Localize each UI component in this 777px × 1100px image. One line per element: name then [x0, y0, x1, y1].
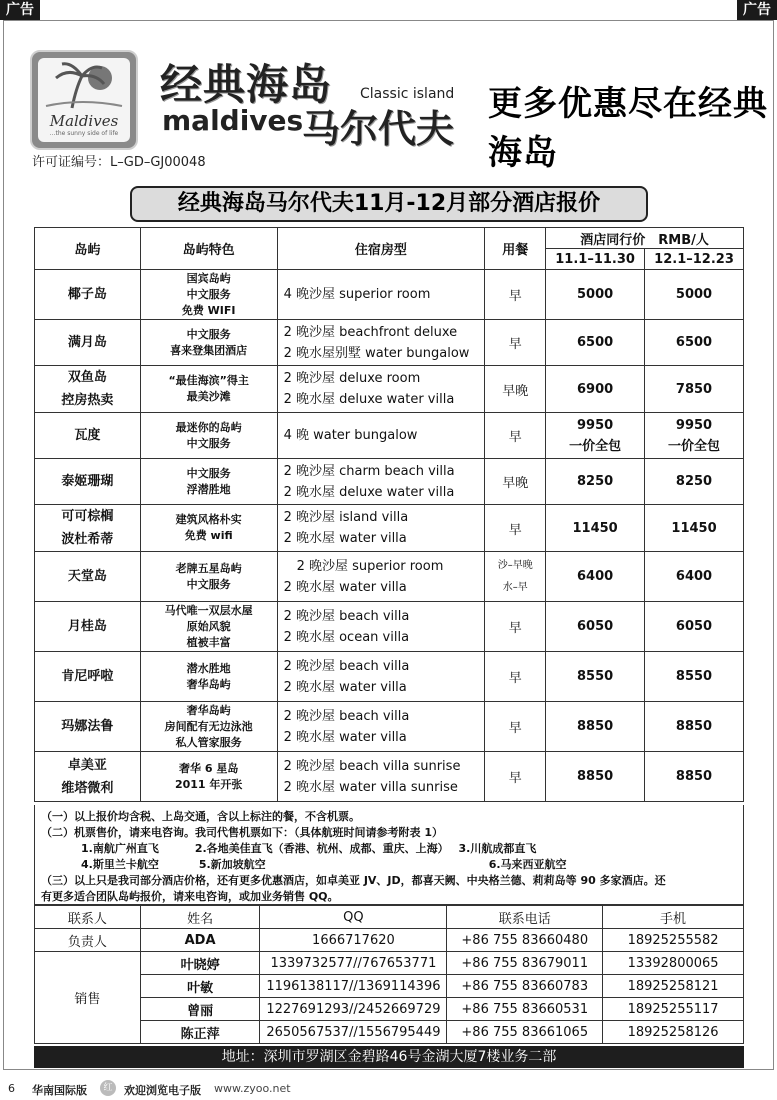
sales-name: 曾丽	[140, 998, 260, 1021]
feature-line: 国宾岛屿	[186, 271, 231, 285]
price-period-1-cell	[546, 459, 645, 505]
sales-name: 陈正萍	[140, 1021, 260, 1044]
room-line: 2 晚沙屋 beach villa	[283, 608, 410, 624]
feature-cell	[140, 413, 277, 459]
page-number: 6	[8, 1082, 15, 1095]
island-name: 泰姬珊瑚	[61, 474, 114, 489]
room-cell	[277, 552, 485, 602]
sales-name: 叶敏	[140, 975, 260, 998]
room-line: 2 晚沙屋 superior room	[283, 558, 444, 574]
price-period-2-cell	[645, 270, 744, 320]
island-name: 天堂岛	[67, 569, 107, 584]
note-3b: 有更多适合团队岛屿报价，请来电咨询，或加业务销售 QQ。	[41, 890, 339, 903]
meal-line: 早	[508, 289, 522, 304]
island-cell	[35, 752, 141, 802]
note-3a: （三）以上只是我司部分酒店价格，还有更多优惠酒店，如卓美亚 JV、JD，都喜天阙、中央格兰德、莉莉岛等 90 多家酒店。还	[41, 874, 666, 887]
meal-cell	[485, 413, 546, 459]
room-line: 2 晚水屋 deluxe water villa	[283, 484, 455, 500]
room-line: 4 晚 water bungalow	[283, 428, 418, 443]
meal-cell	[485, 459, 546, 505]
island-name: 月桂岛	[67, 619, 107, 634]
island-name: 双鱼岛	[67, 370, 107, 385]
feature-line: 喜来登集团酒店	[170, 343, 248, 357]
room-cell	[277, 459, 485, 505]
contact-header-qq: QQ	[260, 906, 447, 929]
price-row	[35, 459, 744, 505]
price-period-1-cell	[546, 602, 645, 652]
feature-line: 奢华岛屿	[186, 677, 231, 691]
room-line: 2 晚沙屋 beach villa sunrise	[283, 758, 461, 774]
room-cell	[277, 413, 485, 459]
feature-line: 建筑风格朴实	[175, 513, 242, 526]
island-cell	[35, 702, 141, 752]
meal-cell	[485, 602, 546, 652]
price-period-1-cell	[546, 505, 645, 552]
sales-mobile: 13392800065	[603, 952, 744, 975]
price-period-1-cell	[546, 270, 645, 320]
room-line: 2 晚水屋别墅 water bungalow	[283, 345, 470, 361]
price-line: 一价全包	[569, 438, 622, 454]
price-period-1-cell	[546, 413, 645, 459]
price-line: 6500	[577, 335, 614, 350]
room-cell	[277, 270, 485, 320]
brand-english: Classic island	[360, 86, 455, 102]
meal-cell	[485, 320, 546, 366]
meal-line: 早	[508, 430, 522, 445]
island-name: 肯尼呼啦	[61, 669, 114, 684]
manager-qq: 1666717620	[260, 929, 447, 952]
page-title: 经典海岛马尔代夫11月-12月部分酒店报价	[130, 186, 648, 222]
price-period-2-cell	[645, 320, 744, 366]
room-line: 2 晚水屋 water villa	[283, 679, 407, 695]
feature-line: 最迷你的岛屿	[175, 420, 242, 434]
island-name: 控房热卖	[61, 393, 114, 408]
contact-header-role: 联系人	[35, 906, 141, 929]
meal-cell	[485, 366, 546, 413]
meal-cell	[485, 270, 546, 320]
contact-row-sales	[35, 1021, 744, 1044]
room-line: 4 晚沙屋 superior room	[283, 287, 431, 302]
address-bar: 地址：深圳市罗湖区金碧路46号金湖大厦7楼业务二部	[34, 1046, 744, 1068]
feature-cell	[140, 702, 277, 752]
feature-cell	[140, 505, 277, 552]
room-line: 2 晚沙屋 island villa	[283, 510, 409, 525]
price-period-1-cell	[546, 366, 645, 413]
price-period-1-cell	[546, 752, 645, 802]
meal-line: 早	[508, 671, 522, 686]
feature-line: 植被丰富	[186, 635, 231, 649]
feature-line: 原始风貌	[186, 619, 231, 633]
room-cell	[277, 602, 485, 652]
feature-line: 免费 wifi	[184, 529, 233, 542]
island-cell	[35, 552, 141, 602]
header-room: 住宿房型	[277, 228, 485, 270]
note-1: （一）以上报价均含税、上岛交通，含以上标注的餐，不含机票。	[41, 810, 360, 823]
room-line: 2 晚水屋 ocean villa	[283, 629, 410, 645]
price-line: 6400	[675, 569, 713, 584]
island-cell	[35, 652, 141, 702]
sales-qq: 2650567537//1556795449	[260, 1021, 447, 1044]
island-name: 满月岛	[67, 335, 107, 350]
room-line: 2 晚沙屋 beach villa	[283, 708, 410, 724]
island-name: 瓦度	[74, 428, 101, 443]
feature-line: 2011 年开张	[174, 777, 243, 791]
meal-line: 水–早	[502, 581, 528, 593]
price-period-1-cell	[546, 702, 645, 752]
price-line: 5000	[577, 287, 614, 302]
feature-line: 中文服务	[186, 577, 231, 591]
island-cell	[35, 413, 141, 459]
sales-mobile: 18925258126	[603, 1021, 744, 1044]
meal-line: 早晚	[502, 476, 529, 491]
feature-line: 免费 WIFI	[181, 303, 236, 317]
airline-2: 2.各地美佳直飞（香港、杭州、成都、重庆、上海）	[194, 842, 449, 855]
footer	[8, 1080, 768, 1098]
feature-line: 中文服务	[186, 287, 231, 301]
meal-cell	[485, 552, 546, 602]
feature-cell	[140, 320, 277, 366]
airline-1: 1.南航广州直飞	[81, 842, 159, 855]
price-line: 6500	[675, 335, 713, 350]
room-cell	[277, 366, 485, 413]
feature-cell	[140, 552, 277, 602]
price-row	[35, 505, 744, 552]
airline-row-1	[41, 841, 737, 857]
airline-6: 6.马来西亚航空	[488, 858, 567, 871]
manager-mobile: 18925255582	[603, 929, 744, 952]
meal-cell	[485, 702, 546, 752]
airline-5: 5.新加坡航空	[198, 858, 266, 871]
sales-phone: +86 755 83660783	[447, 975, 603, 998]
contact-row-manager	[35, 929, 744, 952]
island-cell	[35, 459, 141, 505]
feature-line: 最美沙滩	[186, 390, 231, 403]
price-line: 9950	[675, 417, 713, 433]
island-cell	[35, 270, 141, 320]
price-period-2-cell	[645, 702, 744, 752]
header-island: 岛屿	[35, 228, 141, 270]
price-row	[35, 320, 744, 366]
feature-line: 马代唯一双层水屋	[164, 603, 253, 617]
price-line: 6050	[577, 619, 614, 634]
sales-qq: 1339732577//767653771	[260, 952, 447, 975]
meal-line: 早	[508, 337, 522, 352]
island-cell	[35, 505, 141, 552]
island-name: 椰子岛	[67, 287, 107, 302]
room-cell	[277, 752, 485, 802]
feature-line: 房间配有无边泳池	[164, 719, 253, 733]
feature-line: 私人管家服务	[175, 735, 242, 749]
price-line: 8850	[577, 719, 614, 734]
maldives-logo	[30, 50, 138, 150]
island-name: 卓美亚	[67, 757, 107, 773]
price-row	[35, 702, 744, 752]
price-row	[35, 366, 744, 413]
brand-chinese-top: 经典海岛	[160, 60, 333, 109]
price-line: 8550	[675, 669, 713, 684]
price-line: 8550	[577, 669, 614, 684]
price-line: 6900	[577, 381, 614, 397]
palm-sun-icon	[42, 58, 126, 110]
price-period-2-cell	[645, 552, 744, 602]
header-period-1: 11.1–11.30	[546, 249, 645, 270]
feature-line: 奢华 6 星岛	[179, 761, 239, 775]
ad-label-left: 广告	[0, 0, 40, 20]
feature-line: 中文服务	[186, 466, 231, 480]
room-line: 2 晚水屋 water villa sunrise	[283, 779, 458, 795]
website-link[interactable]: www.zyoo.net	[214, 1082, 291, 1095]
header-price-group: 酒店同行价 RMB/人	[546, 228, 744, 249]
price-line: 8850	[675, 719, 713, 734]
sales-name: 叶晓婷	[140, 952, 260, 975]
contact-header-phone: 联系电话	[447, 906, 603, 929]
feature-cell	[140, 602, 277, 652]
brand-maldives: maldives	[162, 104, 304, 137]
welcome-text: 欢迎浏览电子版	[124, 1084, 201, 1097]
sales-mobile: 18925258121	[603, 975, 744, 998]
header-period-2: 12.1–12.23	[645, 249, 744, 270]
island-cell	[35, 366, 141, 413]
room-line: 2 晚沙屋 deluxe room	[283, 371, 421, 386]
contact-table	[34, 905, 744, 1044]
meal-line: 沙–早晚	[497, 559, 533, 571]
room-cell	[277, 505, 485, 552]
room-line: 2 晚沙屋 charm beach villa	[283, 463, 455, 479]
manager-name: ADA	[140, 929, 260, 952]
price-line: 9950	[577, 417, 614, 433]
feature-line: 中文服务	[186, 327, 231, 341]
edition-badge-icon: 红	[100, 1080, 116, 1096]
edition-name: 华南国际版	[32, 1084, 87, 1097]
price-line: 5000	[675, 287, 713, 302]
sales-phone: +86 755 83661065	[447, 1021, 603, 1044]
feature-cell	[140, 270, 277, 320]
feature-cell	[140, 652, 277, 702]
contact-header-mobile: 手机	[603, 906, 744, 929]
meal-cell	[485, 652, 546, 702]
feature-cell	[140, 366, 277, 413]
sales-phone: +86 755 83679011	[447, 952, 603, 975]
price-period-2-cell	[645, 602, 744, 652]
feature-cell	[140, 752, 277, 802]
meal-cell	[485, 752, 546, 802]
price-period-2-cell	[645, 459, 744, 505]
feature-line: 老牌五星岛屿	[175, 561, 242, 575]
price-period-1-cell	[546, 320, 645, 366]
price-period-2-cell	[645, 652, 744, 702]
price-row	[35, 413, 744, 459]
room-line: 2 晚沙屋 beachfront deluxe	[283, 324, 458, 340]
room-line: 2 晚水屋 water villa	[283, 579, 407, 595]
meal-cell	[485, 505, 546, 552]
price-line: 6400	[577, 569, 614, 584]
contact-row-sales	[35, 998, 744, 1021]
note-2: （二）机票售价，请来电咨询。我司代售机票如下：（具体航班时间请参考附表 1）	[41, 826, 443, 839]
room-cell	[277, 702, 485, 752]
airline-4: 4.斯里兰卡航空	[81, 858, 159, 871]
notes	[34, 805, 744, 905]
island-name: 可可棕榈	[61, 509, 114, 524]
feature-line: 奢华岛屿	[186, 703, 231, 717]
room-line: 2 晚水屋 water villa	[283, 729, 407, 745]
price-line: 8850	[675, 769, 713, 784]
sales-qq: 1196138117//1369114396	[260, 975, 447, 998]
price-line: 8850	[577, 769, 614, 784]
contact-row-sales	[35, 975, 744, 998]
sales-phone: +86 755 83660531	[447, 998, 603, 1021]
price-line: 一价全包	[668, 438, 721, 454]
airline-3: 3.川航成都直飞	[458, 842, 537, 855]
price-line: 11450	[572, 520, 618, 536]
room-line: 2 晚水屋 water villa	[283, 531, 407, 546]
feature-line: 浮潜胜地	[186, 482, 231, 496]
contact-row-sales	[35, 952, 744, 975]
room-cell	[277, 652, 485, 702]
island-name: 玛娜法鲁	[61, 719, 114, 734]
license-number: 许可证编号：L–GD–GJ00048	[32, 155, 206, 170]
manager-phone: +86 755 83660480	[447, 929, 603, 952]
price-line: 8250	[577, 474, 614, 489]
meal-line: 早	[508, 621, 522, 636]
sales-qq: 1227691293//2452669729	[260, 998, 447, 1021]
sales-role: 销售	[35, 952, 141, 1044]
price-period-1-cell	[546, 652, 645, 702]
price-row	[35, 652, 744, 702]
brand-chinese-bottom: 马尔代夫	[302, 107, 455, 151]
sales-mobile: 18925255117	[603, 998, 744, 1021]
feature-cell	[140, 459, 277, 505]
header-feature: 岛屿特色	[140, 228, 277, 270]
room-line: 2 晚沙屋 beach villa	[283, 658, 410, 674]
price-period-2-cell	[645, 752, 744, 802]
meal-line: 早	[508, 721, 522, 736]
price-period-1-cell	[546, 552, 645, 602]
meal-line: 早	[508, 771, 522, 786]
manager-role: 负责人	[35, 929, 141, 952]
feature-line: 中文服务	[186, 436, 231, 450]
price-row	[35, 602, 744, 652]
room-cell	[277, 320, 485, 366]
price-line: 11450	[671, 520, 717, 536]
contact-header-name: 姓名	[140, 906, 260, 929]
price-row	[35, 752, 744, 802]
price-period-2-cell	[645, 413, 744, 459]
airline-row-2	[41, 857, 737, 873]
price-period-2-cell	[645, 366, 744, 413]
meal-line: 早	[508, 522, 522, 538]
slogan: 更多优惠尽在经典海岛	[488, 84, 768, 173]
price-line: 6050	[675, 619, 713, 634]
island-cell	[35, 602, 141, 652]
island-name: 维塔微利	[61, 780, 114, 796]
price-line: 7850	[675, 381, 713, 397]
header-meal: 用餐	[485, 228, 546, 270]
price-table	[34, 227, 744, 802]
logo-name: Maldives	[49, 112, 119, 130]
meal-line: 早晚	[502, 383, 529, 399]
price-line: 8250	[675, 474, 713, 489]
feature-line: “最佳海滨”得主	[168, 374, 249, 387]
island-cell	[35, 320, 141, 366]
feature-line: 潜水胜地	[186, 661, 231, 675]
ad-label-right: 广告	[737, 0, 777, 20]
island-name: 波杜希蒂	[61, 532, 114, 547]
logo-tagline: ...the sunny side of life	[49, 130, 119, 137]
price-period-2-cell	[645, 505, 744, 552]
price-row	[35, 552, 744, 602]
price-row	[35, 270, 744, 320]
room-line: 2 晚水屋 deluxe water villa	[283, 392, 455, 407]
